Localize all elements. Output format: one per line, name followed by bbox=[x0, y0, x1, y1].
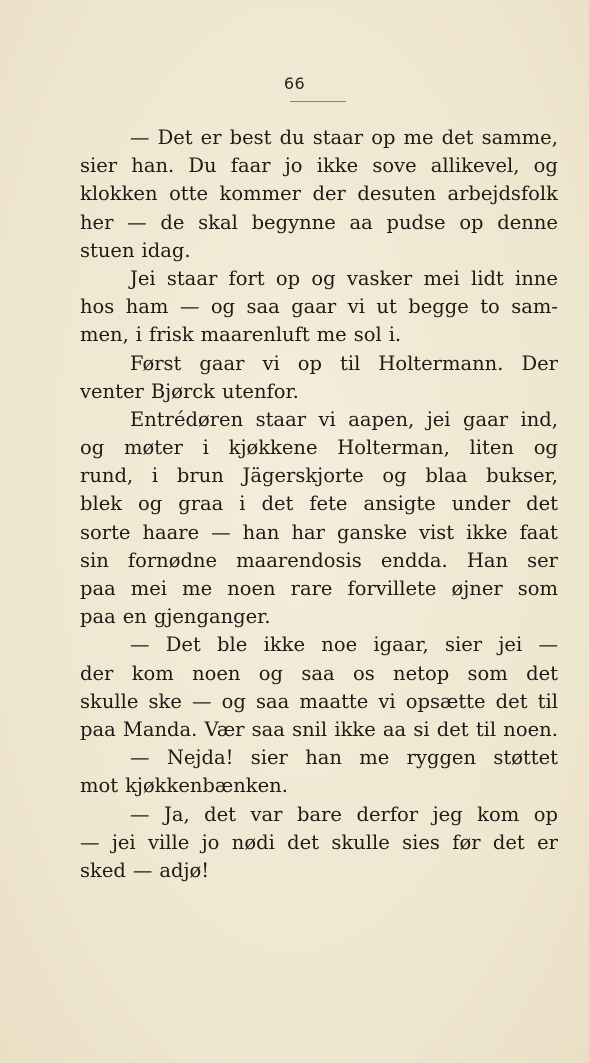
text-line bbox=[80, 575, 558, 603]
text-line bbox=[80, 829, 558, 857]
text-word: staar bbox=[312, 126, 364, 149]
text-word: aa bbox=[382, 717, 407, 741]
text-word: er bbox=[537, 830, 558, 854]
text-word: bukser, bbox=[486, 464, 558, 488]
text-word: maatte bbox=[299, 689, 369, 713]
text-word: sin bbox=[80, 548, 109, 572]
text-word: det bbox=[287, 830, 320, 854]
text-word: støttet bbox=[493, 746, 558, 770]
text-word: saa bbox=[301, 661, 335, 685]
text-word: fornødne bbox=[127, 548, 218, 572]
text-word: adjø! bbox=[159, 858, 210, 882]
text-word: allikevel, bbox=[430, 154, 520, 178]
text-word: mot bbox=[80, 774, 119, 798]
text-word: ut bbox=[376, 295, 397, 319]
text-word: som bbox=[517, 577, 558, 600]
text-word: rund, bbox=[80, 464, 134, 488]
text-line bbox=[80, 124, 558, 152]
text-word: saa bbox=[246, 295, 280, 319]
text-word: — bbox=[538, 633, 558, 657]
text-word: han. bbox=[131, 154, 175, 178]
text-line bbox=[80, 152, 558, 180]
text-word: ville bbox=[148, 830, 190, 854]
text-word: øjner bbox=[451, 577, 503, 600]
text-word: det bbox=[204, 802, 237, 826]
text-word: kom bbox=[477, 802, 520, 826]
text-word: denne bbox=[497, 210, 558, 234]
text-word: vi bbox=[262, 351, 280, 375]
text-word: vasker bbox=[346, 266, 413, 290]
text-word: sked bbox=[80, 858, 126, 882]
text-word: i bbox=[151, 464, 159, 488]
text-word: i bbox=[202, 436, 209, 460]
text-word: under bbox=[451, 492, 511, 516]
text-word: fete bbox=[309, 492, 348, 516]
text-word: Vær bbox=[204, 717, 245, 741]
text-word: me bbox=[182, 577, 213, 600]
text-word: i bbox=[135, 323, 143, 347]
text-word: faar bbox=[230, 154, 271, 178]
text-word: staar bbox=[255, 407, 307, 431]
text-word: er bbox=[200, 126, 222, 149]
text-line bbox=[80, 688, 558, 716]
text-word: maarendosis bbox=[236, 548, 362, 572]
text-line bbox=[80, 265, 558, 293]
text-word: gaar bbox=[291, 295, 337, 319]
text-word: vi bbox=[318, 407, 336, 431]
text-word: to bbox=[480, 295, 500, 319]
text-word: saa bbox=[251, 717, 285, 741]
text-word: og bbox=[533, 436, 558, 460]
text-word: stuen bbox=[80, 238, 135, 262]
text-word: me bbox=[316, 323, 347, 347]
text-line bbox=[80, 857, 558, 885]
text-word: og bbox=[138, 492, 163, 516]
text-word: det bbox=[261, 492, 294, 516]
text-word: det bbox=[436, 717, 469, 741]
text-word: og bbox=[382, 464, 407, 488]
text-word: og bbox=[221, 689, 246, 713]
text-word: det bbox=[526, 661, 558, 685]
text-word: ikke bbox=[334, 717, 376, 741]
text-word: arbejdsfolk bbox=[447, 182, 558, 206]
text-word: Holterman, bbox=[337, 436, 450, 460]
text-word: inne bbox=[515, 266, 558, 290]
text-word: der bbox=[80, 661, 114, 685]
text-word: igaar, bbox=[373, 633, 429, 657]
text-word: ham bbox=[125, 295, 169, 319]
text-word: Først bbox=[130, 351, 182, 375]
text-word: jei bbox=[426, 407, 451, 431]
text-word: Nejda! bbox=[166, 746, 234, 770]
text-word: si bbox=[413, 717, 430, 741]
text-word: forvillete bbox=[347, 577, 437, 600]
text-word: noen bbox=[192, 661, 241, 685]
text-word: skal bbox=[198, 210, 238, 234]
text-line bbox=[80, 660, 558, 688]
text-word: desuten bbox=[357, 182, 436, 206]
text-word: mei bbox=[130, 577, 168, 600]
text-word: men, bbox=[80, 323, 129, 347]
text-word: sorte bbox=[80, 520, 131, 544]
text-word: kommer bbox=[219, 182, 301, 206]
text-word: i bbox=[239, 492, 246, 516]
text-word: samme, bbox=[481, 126, 558, 149]
text-word: Der bbox=[521, 351, 558, 375]
text-line bbox=[80, 321, 558, 349]
text-word: til bbox=[537, 689, 558, 713]
text-word: og bbox=[210, 295, 236, 319]
text-word: Han bbox=[466, 548, 509, 572]
text-word: ikke bbox=[263, 633, 305, 657]
text-word: til bbox=[340, 351, 361, 375]
text-word: op bbox=[533, 802, 558, 826]
text-word: har bbox=[291, 520, 325, 544]
text-word: Det bbox=[157, 126, 193, 149]
text-word: det bbox=[526, 492, 558, 516]
text-word: op bbox=[275, 266, 301, 290]
text-word: noen. bbox=[503, 717, 558, 741]
text-line bbox=[80, 462, 558, 490]
text-word: klokken bbox=[80, 182, 158, 206]
text-word: sol bbox=[353, 323, 382, 347]
text-word: faat bbox=[519, 520, 558, 544]
text-word: utenfor. bbox=[222, 379, 299, 403]
text-word: — bbox=[179, 295, 200, 319]
text-line bbox=[80, 350, 558, 378]
text-line bbox=[80, 406, 558, 434]
text-word: kjøkkenbænken. bbox=[125, 774, 288, 798]
text-line bbox=[80, 547, 558, 575]
text-word: bare bbox=[296, 802, 342, 826]
text-word: me bbox=[403, 126, 434, 149]
page-number-rule bbox=[290, 101, 346, 102]
text-word: ikke bbox=[466, 520, 508, 544]
text-word: mei bbox=[423, 266, 460, 290]
text-word: gaar bbox=[462, 407, 509, 431]
text-word: Jägerskjorte bbox=[242, 464, 364, 488]
text-word: venter bbox=[80, 379, 144, 403]
text-word: snil bbox=[292, 717, 328, 741]
text-word: skulle bbox=[80, 689, 139, 713]
text-word: — bbox=[132, 858, 153, 882]
text-word: paa bbox=[80, 717, 116, 741]
text-word: Entrédøren bbox=[130, 407, 244, 431]
text-word: — bbox=[130, 746, 150, 770]
text-word: jo bbox=[284, 154, 303, 178]
text-line bbox=[80, 801, 558, 829]
text-word: han bbox=[242, 520, 280, 544]
text-word: det bbox=[492, 830, 525, 854]
text-word: sier bbox=[80, 154, 118, 178]
text-word: op bbox=[459, 210, 484, 234]
text-word: før bbox=[452, 830, 481, 854]
text-word: gaar bbox=[199, 351, 245, 375]
text-word: blaa bbox=[425, 464, 468, 488]
text-word: som bbox=[467, 661, 508, 685]
text-word: Du bbox=[188, 154, 217, 178]
text-line bbox=[80, 744, 558, 772]
text-word: vi bbox=[347, 295, 365, 319]
text-word: — bbox=[130, 633, 150, 657]
text-word: det bbox=[441, 126, 474, 149]
text-line bbox=[80, 209, 558, 237]
text-word: best bbox=[229, 126, 272, 149]
text-word: idag. bbox=[141, 238, 191, 262]
text-word: møter bbox=[123, 436, 183, 460]
text-word: til bbox=[475, 717, 497, 741]
text-word: paa bbox=[80, 605, 116, 629]
text-word: jo bbox=[201, 830, 220, 854]
text-word: otte bbox=[169, 182, 209, 206]
text-word: — bbox=[130, 126, 150, 149]
text-line bbox=[80, 293, 558, 321]
text-word: blek bbox=[80, 492, 123, 516]
text-word: du bbox=[279, 126, 305, 149]
text-word: kjøkkene bbox=[228, 436, 318, 460]
text-line bbox=[80, 772, 558, 800]
text-word: Holtermann. bbox=[378, 351, 504, 375]
text-word: — bbox=[192, 689, 212, 713]
text-word: liten bbox=[469, 436, 514, 460]
text-word: op bbox=[297, 351, 322, 375]
text-word: sier bbox=[250, 746, 288, 770]
text-word: pudse bbox=[386, 210, 446, 234]
text-word: her bbox=[80, 210, 114, 234]
text-word: fort bbox=[228, 266, 265, 290]
text-line bbox=[80, 603, 558, 631]
text-word: opsætte bbox=[405, 689, 486, 713]
text-line bbox=[80, 490, 558, 518]
text-word: og bbox=[311, 266, 336, 290]
text-word: han bbox=[305, 746, 342, 770]
text-word: kom bbox=[131, 661, 174, 685]
text-word: Manda. bbox=[122, 717, 198, 741]
text-line bbox=[80, 434, 558, 462]
text-word: sove bbox=[372, 154, 417, 178]
text-word: ikke bbox=[316, 154, 359, 178]
text-word: nødi bbox=[231, 830, 275, 854]
text-word: der bbox=[312, 182, 346, 206]
text-word: — bbox=[127, 210, 147, 234]
text-word: graa bbox=[178, 492, 224, 516]
text-word: jei bbox=[498, 633, 523, 657]
text-word: vi bbox=[378, 689, 396, 713]
text-word: Det bbox=[165, 633, 201, 657]
text-word: frisk bbox=[149, 323, 194, 347]
text-line bbox=[80, 180, 558, 208]
text-word: skulle bbox=[331, 830, 390, 854]
text-line bbox=[80, 519, 558, 547]
text-word: en bbox=[122, 605, 147, 629]
text-word: Jei bbox=[130, 266, 156, 290]
text-word: sier bbox=[445, 633, 483, 657]
text-word: noe bbox=[321, 633, 358, 657]
text-word: paa bbox=[80, 577, 116, 600]
text-word: var bbox=[250, 802, 283, 826]
text-word: aa bbox=[349, 210, 373, 234]
text-word: begynne bbox=[251, 210, 336, 234]
text-word: ske bbox=[148, 689, 182, 713]
text-word: — bbox=[130, 802, 150, 826]
text-word: og bbox=[80, 436, 105, 460]
text-word: ble bbox=[217, 633, 248, 657]
text-word: det bbox=[495, 689, 528, 713]
text-word: Bjørck bbox=[150, 379, 216, 403]
text-line bbox=[80, 237, 558, 265]
text-word: — bbox=[211, 520, 231, 544]
text-word: hos bbox=[80, 295, 115, 319]
text-word: netop bbox=[393, 661, 450, 685]
page-number: 66 bbox=[283, 74, 306, 93]
text-word: aapen, bbox=[348, 407, 415, 431]
text-word: staar bbox=[166, 266, 218, 290]
text-word: ryggen bbox=[406, 746, 477, 770]
text-word: ind, bbox=[520, 407, 558, 431]
text-line bbox=[80, 716, 558, 744]
text-line bbox=[80, 378, 558, 406]
text-word: noen bbox=[227, 577, 276, 600]
text-word: maarenluft bbox=[200, 323, 310, 347]
text-word: — bbox=[80, 830, 100, 854]
text-word: ansigte bbox=[363, 492, 436, 516]
text-word: ganske bbox=[336, 520, 407, 544]
text-word: haare bbox=[142, 520, 200, 544]
text-word: derfor bbox=[356, 802, 419, 826]
text-word: gjenganger. bbox=[153, 605, 271, 629]
text-word: begge bbox=[408, 295, 469, 319]
text-word: ser bbox=[527, 548, 558, 572]
text-word: sam- bbox=[511, 295, 558, 319]
text-word: i. bbox=[388, 323, 402, 347]
text-word: rare bbox=[290, 577, 333, 600]
text-word: lidt bbox=[470, 266, 504, 290]
text-word: vist bbox=[419, 520, 455, 544]
text-word: jeg bbox=[432, 802, 463, 826]
text-word: me bbox=[359, 746, 390, 770]
text-word: de bbox=[160, 210, 185, 234]
text-word: sies bbox=[402, 830, 440, 854]
text-line bbox=[80, 631, 558, 659]
text-word: op bbox=[371, 126, 396, 149]
text-word: og bbox=[258, 661, 284, 685]
text-word: os bbox=[352, 661, 375, 685]
text-word: jei bbox=[111, 830, 136, 854]
text-word: Ja, bbox=[164, 802, 190, 826]
text-word: og bbox=[533, 154, 558, 178]
text-word: saa bbox=[255, 689, 290, 713]
body-text bbox=[80, 124, 558, 885]
text-word: brun bbox=[176, 464, 224, 488]
text-word: endda. bbox=[380, 548, 448, 572]
